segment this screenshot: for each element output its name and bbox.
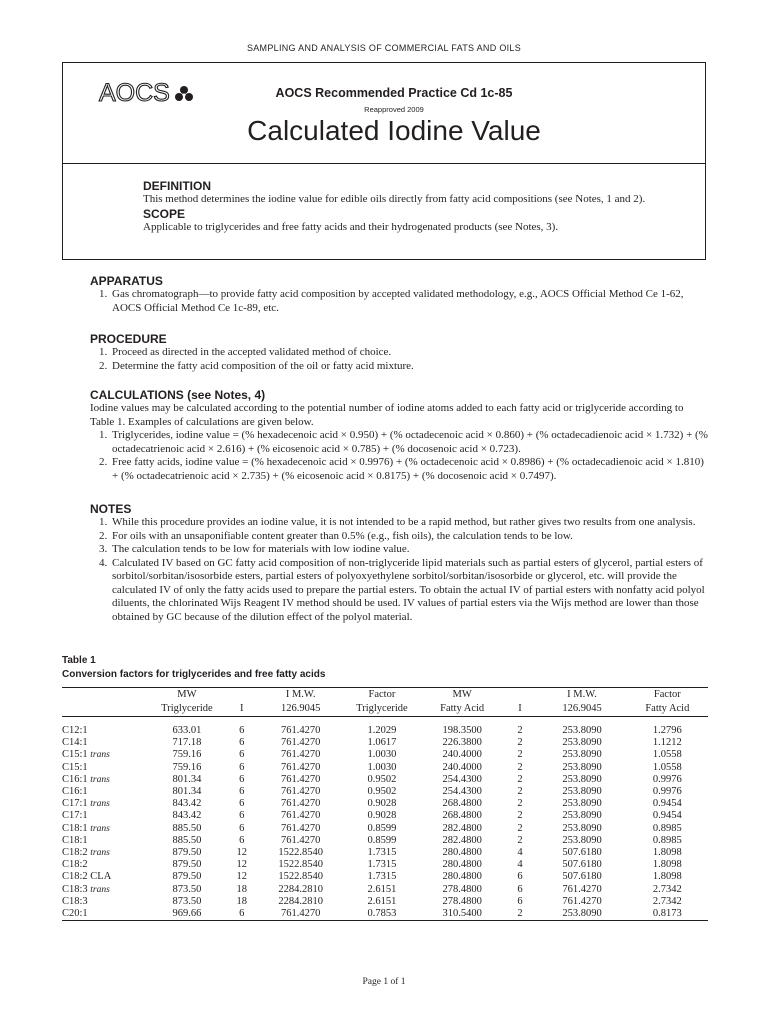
- fatty-acid-name: C15:1: [62, 749, 88, 761]
- table-cell: 2: [517, 725, 523, 736]
- table-row: [62, 847, 708, 859]
- fatty-acid-cell: [62, 847, 149, 859]
- table-cell: 18: [236, 883, 248, 895]
- table-cell: 879.50: [172, 859, 202, 871]
- table-cell: 253.8090: [562, 749, 602, 761]
- list-item: 1. While this procedure provides an iodine value, it is not intended to be a rapid method, but rather gives two results from one analysis.: [110, 516, 710, 530]
- table-cell: 6: [239, 798, 245, 810]
- table-row: [62, 871, 708, 883]
- table-cell: 0.8985: [652, 834, 682, 846]
- table-cell: 2284.2810: [278, 895, 323, 907]
- table-cell: 253.8090: [562, 761, 602, 773]
- table-cell: 6: [239, 737, 245, 749]
- list-item: 2. Determine the fatty acid composition of the oil or fatty acid mixture.: [110, 360, 710, 374]
- table-row: [62, 823, 708, 835]
- page-number: Page 1 of 1: [362, 977, 406, 987]
- procedure-list: [90, 346, 710, 373]
- table-cell: 6: [517, 871, 523, 883]
- table-cell: 278.4800: [442, 895, 482, 907]
- fatty-acid-name: C12:1: [62, 725, 88, 736]
- table-cell: 253.8090: [562, 786, 602, 798]
- fatty-acid-name: C18:1: [62, 822, 88, 834]
- table-cell: 268.4800: [442, 810, 482, 822]
- table-cell: 6: [239, 749, 245, 761]
- table-cell: 1.0558: [652, 761, 682, 773]
- column-header: I M.W.: [259, 688, 342, 703]
- table-cell: 507.6180: [562, 847, 602, 859]
- isomer-label: trans: [90, 774, 110, 785]
- table-cell: 2.7342: [652, 883, 682, 895]
- table-cell: 2: [517, 761, 523, 773]
- fatty-acid-cell: [62, 823, 149, 835]
- column-header: [503, 688, 538, 703]
- table-cell: 2: [517, 786, 523, 798]
- reapproved-date: Reapproved 2009: [364, 105, 424, 114]
- column-header: I: [518, 703, 522, 714]
- table-row: [62, 786, 708, 798]
- table-cell: 801.34: [172, 773, 202, 785]
- table-cell: 885.50: [172, 822, 202, 834]
- table-cell: 761.4270: [280, 798, 321, 810]
- table-cell: 6: [239, 834, 245, 846]
- table-cell: 2: [517, 908, 523, 920]
- table-row: [62, 749, 708, 761]
- list-item: 1. Proceed as directed in the accepted validated method of choice.: [110, 346, 710, 360]
- column-header: Triglyceride: [161, 703, 213, 714]
- table-cell: 2: [517, 737, 523, 749]
- column-header: Triglyceride: [356, 703, 408, 714]
- fatty-acid-cell: [62, 762, 149, 774]
- fatty-acid-cell: [62, 884, 149, 896]
- table-cell: 226.3800: [442, 737, 482, 749]
- conversion-table: [62, 687, 708, 923]
- table-cell: 278.4800: [442, 883, 482, 895]
- table-cell: 4: [517, 847, 523, 859]
- fatty-acid-cell: [62, 798, 149, 810]
- table-cell: 240.4000: [442, 761, 482, 773]
- table-cell: 1.0030: [367, 749, 397, 761]
- fatty-acid-cell: [62, 749, 149, 761]
- logo-wordmark: AOCS: [99, 79, 170, 107]
- column-header: Fatty Acid: [645, 703, 690, 714]
- column-header: [62, 688, 149, 703]
- table-cell: 0.8985: [652, 822, 682, 834]
- fatty-acid-cell: [62, 871, 149, 883]
- table-cell: 0.9976: [652, 773, 682, 785]
- table-cell: 801.34: [172, 786, 202, 798]
- table-cell: 761.4270: [280, 810, 321, 822]
- table-cell: 761.4270: [562, 883, 602, 895]
- calculations-list: [90, 429, 710, 483]
- fatty-acid-name: C18:2 CLA: [62, 871, 112, 883]
- column-header: I M.W.: [537, 688, 626, 703]
- table-cell: 1.0558: [652, 749, 682, 761]
- definition-text: This method determines the iodine value for edible oils directly from fatty acid compositions (see Notes, 1 and 2).: [143, 193, 646, 205]
- table-row: [62, 859, 708, 871]
- table-cell: 1.7315: [367, 871, 397, 883]
- table-cell: 240.4000: [442, 749, 482, 761]
- table-row: [62, 884, 708, 896]
- notes-heading: NOTES: [90, 502, 132, 516]
- title-divider: [63, 163, 705, 164]
- table-cell: 1.2029: [367, 725, 397, 736]
- table-cell: 12: [236, 859, 248, 871]
- calculations-section: [90, 388, 710, 483]
- table-cell: 0.8173: [652, 908, 682, 920]
- table-cell: 254.4300: [442, 773, 482, 785]
- table-cell: 1.7315: [367, 859, 397, 871]
- scope-text: Applicable to triglycerides and free fatty acids and their hydrogenated products (see Notes, 3).: [143, 220, 559, 233]
- list-item: 1. Triglycerides, iodine value = (% hexadecenoic acid × 0.950) + (% octadecenoic acid × 0.860) + (% octadecadienoic acid × 1.732) + (% octadecatrienoic acid × 2.616) + (% eicosenoic acid × 0.785) + (% docosenoic acid × 0.723).: [110, 429, 710, 456]
- list-item: 2. Free fatty acids, iodine value = (% hexadecenoic acid × 0.9976) + (% octadecenoic acid × 0.8986) + (% octadecadienoic acid × 1.810) + (% octadecatrienoic acid × 2.735) + (% eicosenoic acid × 0.8175) + (% docosenoic acid × 0.7497).: [110, 456, 710, 483]
- fatty-acid-name: C18:3: [62, 895, 88, 907]
- table-cell: 253.8090: [562, 737, 602, 749]
- isomer-label: trans: [90, 848, 110, 859]
- column-header: Fatty Acid: [440, 703, 485, 714]
- table-row: [62, 908, 708, 921]
- column-header: [225, 688, 260, 703]
- table-cell: 761.4270: [280, 834, 321, 846]
- fatty-acid-name: C18:2: [62, 859, 88, 871]
- table-cell: 0.9976: [652, 786, 682, 798]
- table-cell: 2: [517, 834, 523, 846]
- table-cell: 6: [239, 761, 245, 773]
- scope-heading: SCOPE: [143, 206, 186, 221]
- fatty-acid-cell: [62, 835, 149, 847]
- apparatus-heading: APPARATUS: [90, 274, 163, 288]
- fatty-acid-name: C20:1: [62, 908, 88, 920]
- table-cell: 2.6151: [367, 895, 397, 907]
- isomer-label: trans: [90, 750, 110, 761]
- fatty-acid-name: C14:1: [62, 737, 88, 749]
- list-item: 3. The calculation tends to be low for materials with low iodine value.: [110, 543, 710, 557]
- table-cell: 6: [517, 883, 523, 895]
- definition-heading: DEFINITION: [143, 179, 211, 193]
- fatty-acid-name: C17:1: [62, 798, 88, 810]
- table-cell: 507.6180: [562, 859, 602, 871]
- table-cell: 969.66: [172, 908, 202, 920]
- table-cell: 0.9028: [367, 798, 397, 810]
- table-cell: 2: [517, 822, 523, 834]
- table-cell: 6: [239, 810, 245, 822]
- table-row: [62, 737, 708, 749]
- table-cell: 310.5400: [442, 908, 482, 920]
- fatty-acid-name: C18:1: [62, 834, 88, 846]
- table-row: [62, 774, 708, 786]
- table-cell: 0.8599: [367, 822, 397, 834]
- table-cell: 12: [236, 847, 248, 859]
- table-cell: 1.0617: [367, 737, 397, 749]
- table-row: [62, 835, 708, 847]
- table-cell: 6: [239, 773, 245, 785]
- table-cell: 6: [517, 895, 523, 907]
- table-cell: 12: [236, 871, 248, 883]
- table-cell: 761.4270: [280, 786, 321, 798]
- table-cell: 6: [239, 908, 245, 920]
- column-header: Factor: [627, 688, 708, 703]
- table-cell: 1.8098: [652, 871, 682, 883]
- table-cell: 280.4800: [442, 847, 482, 859]
- table-cell: 0.8599: [367, 834, 397, 846]
- table-label: Table 1: [62, 655, 96, 666]
- table-cell: 633.01: [172, 725, 202, 736]
- table-cell: 254.4300: [442, 786, 482, 798]
- list-item: 2. For oils with an unsaponifiable content greater than 0.5% (e.g., fish oils), the calculation tends to be low.: [110, 530, 710, 544]
- column-header: MW: [149, 688, 224, 703]
- fatty-acid-name: C17:1: [62, 810, 88, 822]
- fatty-acid-cell: [62, 810, 149, 822]
- table-cell: 873.50: [172, 883, 202, 895]
- list-item: 1. Gas chromatograph—to provide fatty acid composition by accepted validated methodology, e.g., AOCS Official Method Ce 1-62, AOCS Official Method Ce 1c-89, etc.: [110, 288, 710, 315]
- table-cell: 761.4270: [280, 908, 321, 920]
- table-row: [62, 762, 708, 774]
- table-cell: 6: [239, 725, 245, 736]
- table-cell: 879.50: [172, 847, 202, 859]
- table-cell: 280.4800: [442, 859, 482, 871]
- table-cell: 198.3500: [442, 725, 482, 736]
- table-cell: 2: [517, 810, 523, 822]
- calculations-heading: CALCULATIONS (see Notes, 4): [90, 388, 266, 402]
- table-cell: 0.9454: [652, 798, 682, 810]
- fatty-acid-name: C18:3: [62, 883, 88, 895]
- table-cell: 253.8090: [562, 725, 602, 736]
- table-cell: 6: [239, 822, 245, 834]
- title-block: [62, 62, 706, 260]
- table-header-row: [62, 702, 708, 717]
- column-header: 126.9045: [562, 703, 602, 714]
- table-cell: 761.4270: [280, 761, 321, 773]
- fatty-acid-name: C16:1: [62, 773, 88, 785]
- table-cell: 1522.8540: [278, 847, 323, 859]
- table-cell: 759.16: [172, 749, 202, 761]
- table-cell: 507.6180: [562, 871, 602, 883]
- table-cell: 2284.2810: [278, 883, 323, 895]
- table-cell: 1.1212: [652, 737, 682, 749]
- table-cell: 1.0030: [367, 761, 397, 773]
- table-row: [62, 725, 708, 737]
- notes-section: [90, 502, 710, 624]
- table-cell: 2: [517, 798, 523, 810]
- column-header: Factor: [342, 688, 421, 703]
- column-header: [62, 702, 149, 717]
- fatty-acid-cell: [62, 896, 149, 908]
- table-cell: 1522.8540: [278, 871, 323, 883]
- isomer-label: trans: [90, 884, 110, 895]
- table-cell: 761.4270: [280, 822, 321, 834]
- document-title: Calculated Iodine Value: [247, 115, 541, 146]
- apparatus-list: [90, 288, 710, 315]
- table-cell: 1.7315: [367, 847, 397, 859]
- isomer-label: trans: [90, 823, 110, 834]
- table-caption: [62, 654, 325, 682]
- apparatus-section: [90, 274, 710, 315]
- table-cell: 6: [239, 786, 245, 798]
- method-designation: AOCS Recommended Practice Cd 1c-85: [275, 86, 513, 100]
- isomer-label: trans: [90, 799, 110, 810]
- table-cell: 253.8090: [562, 810, 602, 822]
- table-cell: 268.4800: [442, 798, 482, 810]
- table-cell: 761.4270: [280, 749, 321, 761]
- table-cell: 761.4270: [280, 773, 321, 785]
- table-cell: 4: [517, 859, 523, 871]
- fatty-acid-cell: [62, 774, 149, 786]
- running-head: SAMPLING AND ANALYSIS OF COMMERCIAL FATS AND OILS: [246, 43, 522, 53]
- table-row: [62, 798, 708, 810]
- table-row: [62, 810, 708, 822]
- table-cell: 759.16: [172, 761, 202, 773]
- fatty-acid-name: C18:2: [62, 847, 88, 859]
- table-cell: 761.4270: [280, 737, 321, 749]
- table-cell: 843.42: [172, 798, 202, 810]
- table-header-row: [62, 688, 708, 703]
- fatty-acid-cell: [62, 859, 149, 871]
- table-title: Conversion factors for triglycerides and free fatty acids: [62, 669, 326, 680]
- table-cell: 1.8098: [652, 847, 682, 859]
- table-cell: 1522.8540: [278, 859, 323, 871]
- table-cell: 280.4800: [442, 871, 482, 883]
- procedure-section: [90, 332, 710, 373]
- fatty-acid-name: C15:1: [62, 761, 88, 773]
- table-cell: 717.18: [172, 737, 202, 749]
- table-cell: 1.8098: [652, 859, 682, 871]
- fatty-acid-cell: [62, 737, 149, 749]
- table-cell: 253.8090: [562, 798, 602, 810]
- table-cell: 0.9454: [652, 810, 682, 822]
- table-cell: 885.50: [172, 834, 202, 846]
- fatty-acid-cell: [62, 908, 149, 921]
- table-cell: 253.8090: [562, 773, 602, 785]
- fatty-acid-cell: [62, 725, 149, 737]
- definition-section: [143, 179, 665, 234]
- column-header: 126.9045: [280, 703, 321, 714]
- column-header: MW: [422, 688, 503, 703]
- table-cell: 253.8090: [562, 908, 602, 920]
- fatty-acid-cell: [62, 786, 149, 798]
- table-cell: 2.7342: [652, 895, 682, 907]
- table-cell: 253.8090: [562, 834, 602, 846]
- table-cell: 0.9028: [367, 810, 397, 822]
- fatty-acid-name: C16:1: [62, 786, 88, 798]
- table-cell: 879.50: [172, 871, 202, 883]
- table-cell: 282.4800: [442, 822, 482, 834]
- table-cell: 761.4270: [280, 725, 321, 736]
- table-cell: 253.8090: [562, 822, 602, 834]
- list-item: 4. Calculated IV based on GC fatty acid composition of non-triglyceride lipid materials such as partial esters of glycerol, partial esters of sorbitol/sorbitan/isosorbide esters, partial esters of polyoxyethylene sorbitol/sorbitan/isosorbide or glycerol, etc. will provide the calculated IV of only the fatty acids used to prepare the partial esters. To obtain the actual IV of partial esters with nonfatty acid polyol diluents, the chlorinated Wijs Reagent IV method should be used. IV values of partial esters via the Wijs method are lower than those obtained by GC because of the dilution effect of the polyol material.: [110, 557, 710, 625]
- table-cell: 2: [517, 773, 523, 785]
- table-cell: 761.4270: [562, 895, 602, 907]
- procedure-heading: PROCEDURE: [90, 332, 167, 346]
- table-cell: 0.9502: [367, 773, 397, 785]
- column-header: I: [240, 703, 244, 714]
- table-cell: 2: [517, 749, 523, 761]
- notes-list: [90, 516, 710, 624]
- table-row: [62, 896, 708, 908]
- table-cell: 1.2796: [652, 725, 682, 736]
- table-cell: 873.50: [172, 895, 202, 907]
- calculations-intro: Iodine values may be calculated according to the potential number of iodine atoms added to each fatty acid or triglyceride according to Table 1. Examples of calculations are given below.: [90, 402, 684, 428]
- table-cell: 282.4800: [442, 834, 482, 846]
- table-cell: 0.7853: [367, 908, 397, 920]
- table-cell: 0.9502: [367, 786, 397, 798]
- table-cell: 2.6151: [367, 883, 397, 895]
- table-cell: 843.42: [172, 810, 202, 822]
- table-cell: 18: [236, 895, 248, 907]
